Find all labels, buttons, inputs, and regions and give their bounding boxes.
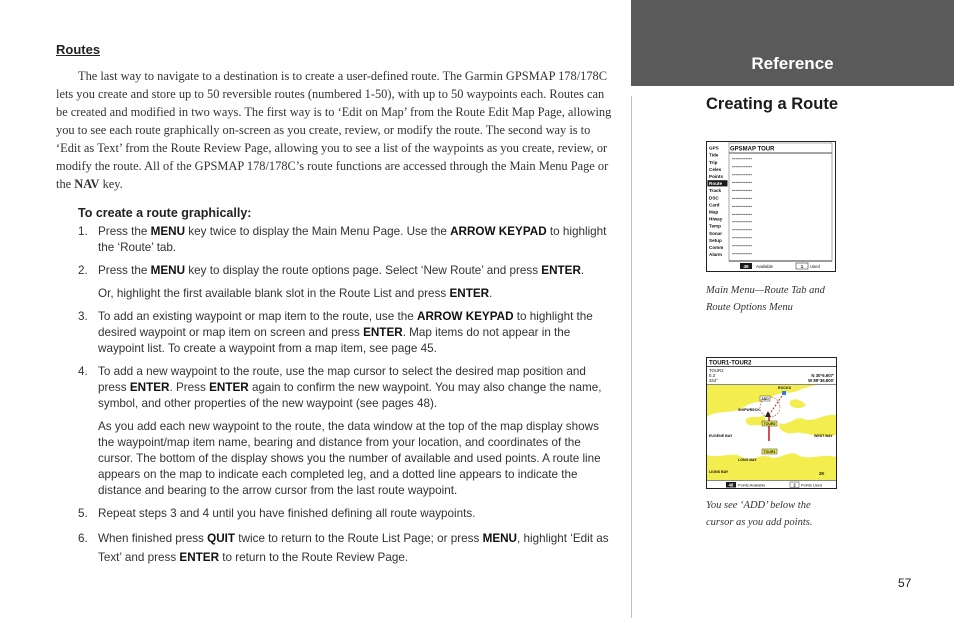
step-number: 5. — [78, 507, 88, 520]
route-list-row: ------------ — [732, 235, 752, 241]
step-item — [56, 529, 616, 567]
section-heading-routes: Routes — [56, 42, 101, 57]
route-list-row: ------------ — [732, 187, 752, 194]
points-available-label: Points Available — [738, 482, 766, 488]
page-number: 57 — [898, 576, 912, 590]
map-label-tour2: TOUR2 — [763, 421, 776, 426]
map-label-rocks: ROCKS — [778, 386, 791, 390]
step-text: When finished press QUIT twice to return to the Route List Page; or press MENU, highlight ‘Edit as Text’ and press ENTER to return to the Route Review Page. — [98, 532, 609, 564]
steps-list — [56, 224, 616, 567]
map-label-shipwreck: SHIPWRECK — [738, 408, 760, 412]
intro-text: The last way to navigate to a destination is to create a user-defined route. The Garmin GPSMAP 178/178C lets you create and store up to 50 reversible routes (numbered 1-50), with up to 50 waypoints each. Routes can be created and modified in two ways. The first way is to ‘Edit on Map’ from the Route Edit Map Page, allowing you to see each route graphically on-screen as you create, review, or modify the route. The second way is to ‘Edit as Text’ from the Route Review Page, allowing you to see a list of the waypoints as you create, review, or modify the route. All of the GPSMAP 178/178C’s route functions are accessed through the Main Menu Page or the — [56, 69, 612, 191]
column-divider — [631, 96, 632, 618]
menu-tab-comm: Comm — [709, 245, 724, 250]
cursor-longitude: W 89°36.800' — [808, 378, 834, 383]
page-heading-creating-route: Creating a Route — [706, 95, 839, 113]
route-list-row: ------------ — [732, 179, 752, 186]
step-item — [56, 506, 616, 522]
step-item — [56, 364, 616, 499]
intro-nav-key: NAV — [74, 177, 100, 191]
points-used-label: Points Used — [801, 482, 822, 488]
route-list-row: ------------ — [732, 203, 752, 210]
route-list-row: ------------ — [732, 242, 752, 249]
screenshot-route-edit-map — [706, 357, 837, 489]
caption-line: Route Options Menu — [706, 302, 793, 313]
menu-tab-trip: Trip — [709, 159, 718, 165]
used-count: 1 — [800, 263, 804, 269]
step-number: 2. — [78, 264, 88, 277]
route-list-row: ------------ — [732, 227, 752, 234]
menu-tab-setup: Setup — [709, 237, 722, 243]
points-available-count: 48 — [728, 482, 734, 488]
map-label-tour1: TOUR1 — [763, 449, 776, 454]
step-number: 3. — [78, 310, 88, 323]
step-number: 1. — [78, 225, 88, 238]
procedure-heading: To create a route graphically: — [78, 206, 252, 220]
map-label-add: ADD — [761, 396, 769, 401]
step-item — [56, 309, 616, 357]
step-number: 6. — [78, 532, 88, 545]
waypoint-bearing: 344° — [709, 378, 718, 383]
menu-tab-tide: Tide — [709, 152, 719, 158]
map-label-lions-bay: LIONS BAY — [709, 470, 729, 474]
cursor-latitude: N 30°6.607' — [811, 373, 834, 378]
map-area — [707, 385, 836, 480]
map-scale: 2K — [819, 471, 825, 476]
step-number: 4. — [78, 365, 88, 378]
caption-line: Main Menu—Route Tab and — [706, 285, 825, 296]
screen-title: TOUR1-TOUR2 — [709, 360, 752, 367]
section-title-reference: Reference — [751, 54, 834, 73]
menu-tab-dsc: DSC — [709, 195, 719, 201]
step-text: Press the MENU key to display the route options page. Select ‘New Route’ and press ENTER. — [98, 264, 585, 277]
menu-tab-map: Map — [709, 209, 719, 215]
route-list-row: ------------ — [732, 219, 752, 226]
route-list-row: ------------ — [732, 156, 752, 162]
menu-tab-alarm: Alarm — [709, 252, 723, 258]
menu-tab-route: Route — [709, 181, 723, 187]
step-text-continued: Or, highlight the first available blank slot in the Route List and press ENTER. — [98, 287, 493, 300]
caption-line: cursor as you add points. — [706, 517, 813, 528]
main-text-column — [56, 42, 616, 574]
intro-text-end: key. — [99, 177, 123, 191]
waypoint-name: TOUR2 — [709, 368, 724, 373]
route-list-row: ------------ — [732, 250, 752, 257]
menu-tab-points: Points — [709, 174, 724, 179]
map-label-long-bay: LONG BAY — [738, 458, 757, 462]
map-label-west-bay: WEST BAY — [814, 434, 833, 438]
step-item — [56, 263, 616, 302]
menu-tab-sonar: Sonar — [709, 230, 723, 236]
step-text: To add an existing waypoint or map item to the route, use the ARROW KEYPAD to highlight the desired waypoint or map item on screen and press ENTER. Map items do not appear in the waypoint list. To create a waypoint from a map item, see page 45. — [98, 310, 593, 355]
route-list-row: ------------ — [732, 195, 752, 202]
menu-tab-celes: Celes — [709, 166, 722, 172]
rocks-marker — [782, 391, 786, 395]
menu-tab-gps: GPS — [709, 145, 719, 151]
menu-tab-temp: Temp — [709, 223, 721, 229]
screen-border — [707, 142, 836, 272]
step-text: To add a new waypoint to the route, use the map cursor to select the desired map position and press ENTER. Press ENTER again to confirm the new waypoint. You may also change the name, symbol, and other properties of the new waypoint (see pages 48). — [98, 365, 602, 410]
screen-title: GPSMAP TOUR — [730, 146, 775, 153]
available-label: Available — [756, 263, 773, 269]
section-band — [631, 0, 954, 86]
menu-tab-hiway: Hiway — [709, 216, 723, 222]
route-list-row: ------------ — [732, 163, 752, 170]
menu-tab-track: Track — [709, 188, 722, 194]
points-used-count: 2 — [793, 482, 796, 488]
step-text: Repeat steps 3 and 4 until you have finished defining all route waypoints. — [98, 507, 476, 520]
menu-tab-card: Card — [709, 202, 720, 208]
route-list-row: ------------ — [732, 211, 752, 218]
intro-paragraph — [56, 67, 616, 193]
used-label: Used — [810, 263, 820, 269]
map-label-eugene-bay: EUGENE BAY — [709, 434, 733, 438]
available-count: 49 — [743, 263, 749, 269]
step-item — [56, 224, 616, 256]
caption-line: You see ‘ADD’ below the — [706, 500, 811, 511]
figure2-caption — [706, 497, 846, 531]
waypoint-distance: 0.3 — [709, 373, 715, 378]
step-text-continued: As you add each new waypoint to the route, the data window at the top of the map display shows the waypoint/map item name, bearing and distance from your location, and coordinates of the cursor. The bottom of the display shows you the number of available and used points. A route line appears on the map to indicate each completed leg, and a dotted line appears to indicate the distance and bearing to the arrow cursor from the last route waypoint. — [98, 420, 601, 497]
figure1-caption — [706, 282, 846, 316]
step-text: Press the MENU key twice to display the Main Menu Page. Use the ARROW KEYPAD to highlight the ‘Route’ tab. — [98, 225, 607, 254]
screenshot-main-menu-route-tab — [706, 141, 836, 272]
route-list-row: ------------ — [732, 171, 752, 178]
